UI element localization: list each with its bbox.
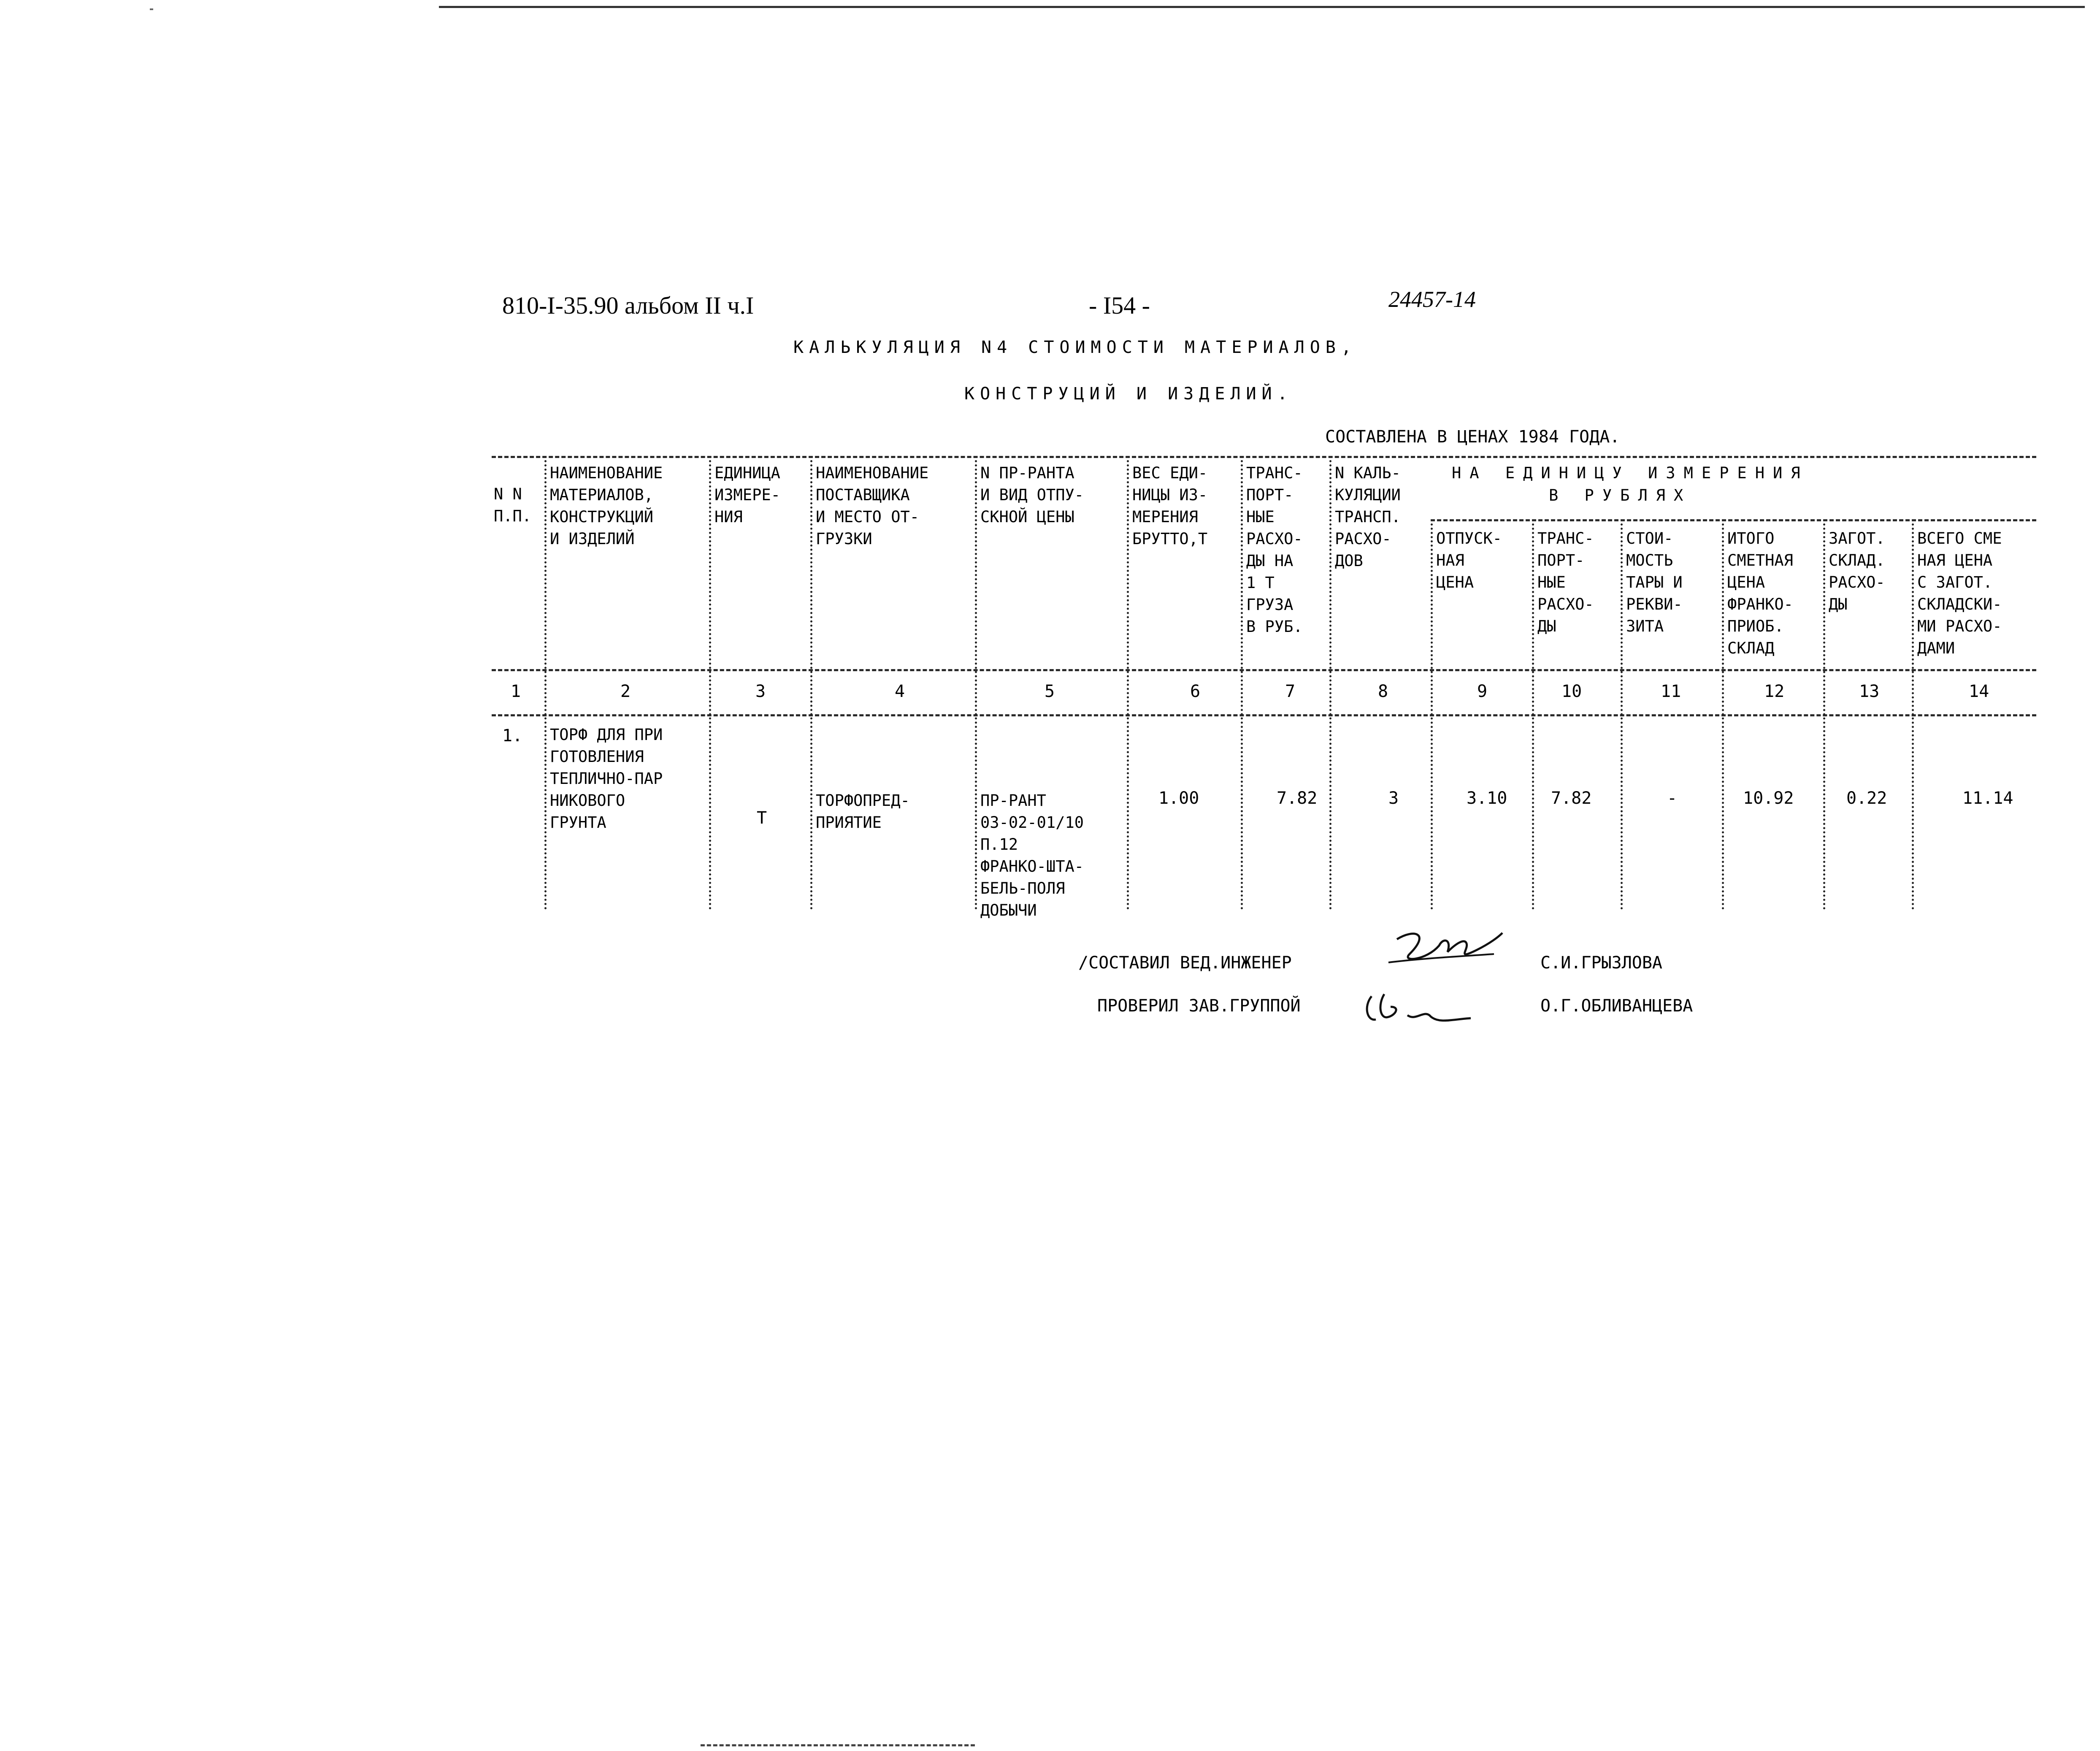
transport-rate: 7.82: [1277, 789, 1318, 808]
bottom-scan-edge: [701, 1744, 975, 1746]
col-header-10: ТРАНС- ПОРТ- НЫЕ РАСХО- ДЫ: [1537, 529, 1594, 635]
col-header-1: N N П.П.: [494, 485, 532, 525]
top-scan-edge: [439, 6, 2085, 8]
total-price: 10.92: [1743, 789, 1794, 808]
compiled-by-name: С.И.ГРЫЗЛОВА: [1540, 953, 1662, 973]
col-number-8: 8: [1378, 682, 1388, 701]
col-header-6: ВЕС ЕДИ- НИЦЫ ИЗ- МЕРЕНИЯ БРУТТО,Т: [1132, 464, 1208, 548]
col-number-13: 13: [1859, 682, 1880, 701]
group-subheader: В РУБЛЯХ: [1549, 486, 1692, 504]
signature-checked: [1361, 984, 1479, 1030]
col-number-6: 6: [1190, 682, 1201, 701]
page-number: - I54 -: [1089, 292, 1150, 319]
container-cost: -: [1667, 789, 1678, 808]
col-header-14: ВСЕГО СМЕ НАЯ ЦЕНА С ЗАГОТ. СКЛАДСКИ- МИ РАСХО- ДАМИ: [1917, 529, 2002, 657]
col-number-1: 1: [511, 682, 521, 701]
group-header-rule: [1431, 519, 2036, 521]
group-header: НА ЕДИНИЦУ ИЗМЕРЕНИЯ: [1452, 464, 1809, 482]
col-header-13: ЗАГОТ. СКЛАД. РАСХО- ДЫ: [1829, 529, 1885, 613]
col-sep-1: [544, 460, 547, 910]
numbers-bottom-rule: [492, 714, 2036, 716]
compiled-by-label: /СОСТАВИЛ ВЕД.ИНЖЕНЕР: [1078, 953, 1292, 973]
col-sep-6: [1241, 460, 1244, 910]
col-sep-5: [1127, 460, 1130, 910]
gross-weight: 1.00: [1158, 789, 1199, 808]
col-number-2: 2: [620, 682, 631, 701]
handwritten-stamp-number: 24457-14: [1388, 287, 1476, 312]
col-sep-9: [1532, 523, 1535, 910]
col-sep-13: [1912, 523, 1915, 910]
checked-by-label: ПРОВЕРИЛ ЗАВ.ГРУППОЙ: [1097, 996, 1301, 1016]
col-sep-4: [975, 460, 978, 910]
table-top-rule: [492, 456, 2036, 458]
supplier: ТОРФОПРЕД- ПРИЯТИЕ: [816, 791, 910, 832]
col-sep-10: [1621, 523, 1624, 910]
document-code: 810-I-35.90 альбом II ч.I: [502, 292, 754, 319]
grand-total: 11.14: [1962, 789, 2013, 808]
title-line-1: КАЛЬКУЛЯЦИЯ N4 СТОИМОСТИ МАТЕРИАЛОВ,: [793, 338, 1357, 357]
col-number-11: 11: [1661, 682, 1681, 701]
title-line-2: КОНСТРУЦИЙ И ИЗДЕЛИЙ.: [964, 384, 1293, 404]
header-bottom-rule: [492, 669, 2036, 671]
col-header-12: ИТОГО СМЕТНАЯ ЦЕНА ФРАНКО- ПРИОБ. СКЛАД: [1727, 529, 1793, 657]
col-sep-2: [709, 460, 712, 910]
col-number-5: 5: [1045, 682, 1055, 701]
col-header-9: ОТПУСК- НАЯ ЦЕНА: [1436, 529, 1502, 591]
col-sep-11: [1722, 523, 1725, 910]
price-list: ПР-РАНТ 03-02-01/10 П.12 ФРАНКО-ШТА- БЕЛЬ-ПОЛЯ ДОБЫЧИ: [980, 791, 1084, 919]
col-sep-7: [1329, 460, 1332, 910]
price-year-note: СОСТАВЛЕНА В ЦЕНАХ 1984 ГОДА.: [1325, 427, 1620, 447]
col-header-2: НАИМЕНОВАНИЕ МАТЕРИАЛОВ, КОНСТРУКЦИЙ И ИЗДЕЛИЙ: [550, 464, 663, 548]
unit: Т: [757, 808, 767, 828]
scan-speck: [150, 8, 153, 10]
col-header-11: СТОИ- МОСТЬ ТАРЫ И РЕКВИ- ЗИТА: [1626, 529, 1683, 635]
release-price: 3.10: [1467, 789, 1507, 808]
col-number-3: 3: [755, 682, 766, 701]
storage-cost: 0.22: [1846, 789, 1887, 808]
checked-by-name: О.Г.ОБЛИВАНЦЕВА: [1540, 996, 1693, 1016]
col-number-12: 12: [1764, 682, 1785, 701]
signature-compiled: [1380, 920, 1507, 975]
col-header-4: НАИМЕНОВАНИЕ ПОСТАВЩИКА И МЕСТО ОТ- ГРУЗКИ: [816, 464, 929, 548]
col-number-7: 7: [1285, 682, 1296, 701]
col-sep-8: [1431, 523, 1434, 910]
calculation-number: 3: [1388, 789, 1399, 808]
col-number-4: 4: [895, 682, 905, 701]
col-header-5: N ПР-РАНТА И ВИД ОТПУ- СКНОЙ ЦЕНЫ: [980, 464, 1084, 526]
row-number: 1.: [502, 726, 523, 745]
col-header-8: N КАЛЬ- КУЛЯЦИИ ТРАНСП. РАСХО- ДОВ: [1335, 464, 1401, 570]
col-header-7: ТРАНС- ПОРТ- НЫЕ РАСХО- ДЫ НА 1 Т ГРУЗА В РУБ.: [1246, 464, 1303, 636]
col-number-9: 9: [1477, 682, 1488, 701]
col-number-14: 14: [1969, 682, 1989, 701]
col-sep-12: [1823, 523, 1826, 910]
transport-cost: 7.82: [1551, 789, 1592, 808]
col-sep-3: [810, 460, 813, 910]
material-name: ТОРФ ДЛЯ ПРИ ГОТОВЛЕНИЯ ТЕПЛИЧНО-ПАР НИКОВОГО ГРУНТА: [550, 726, 663, 832]
col-header-3: ЕДИНИЦА ИЗМЕРЕ- НИЯ: [714, 464, 780, 526]
col-number-10: 10: [1561, 682, 1582, 701]
